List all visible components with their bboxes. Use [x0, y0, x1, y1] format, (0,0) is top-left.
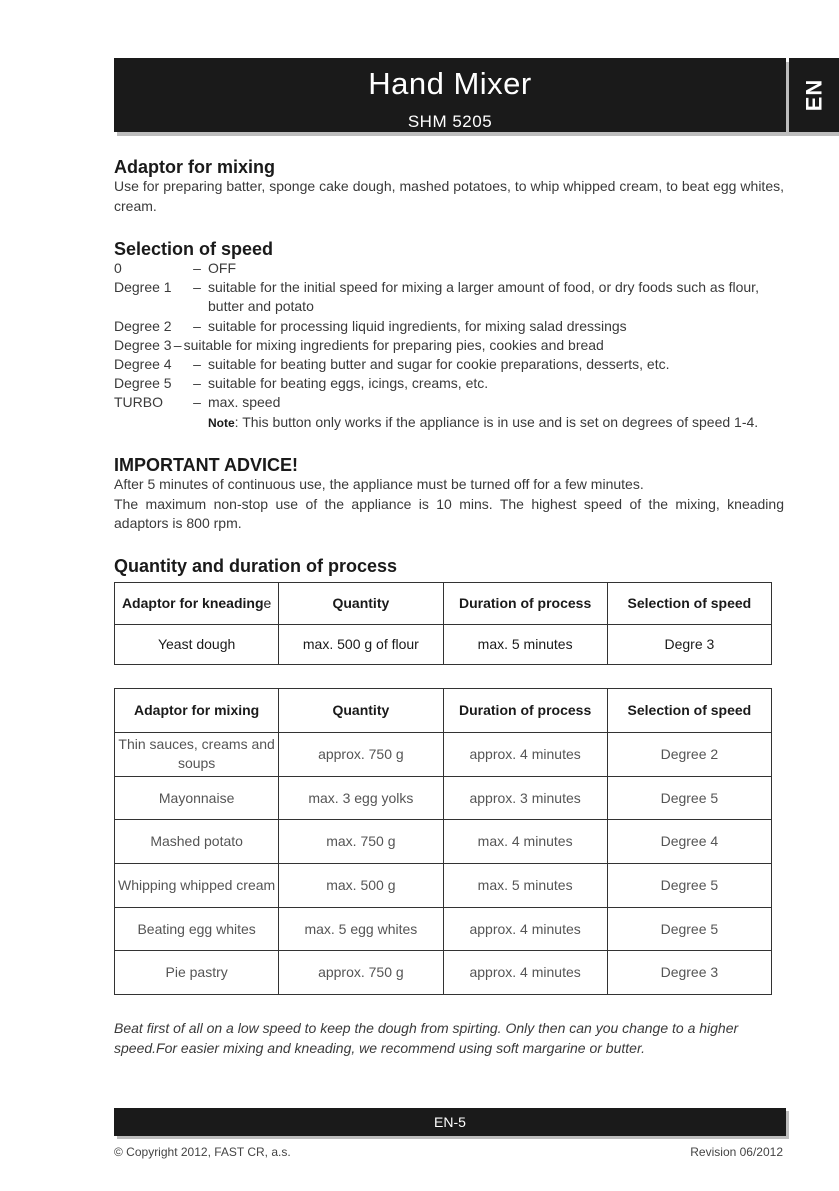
table-header-cell: Selection of speed: [607, 583, 771, 625]
revision: Revision 06/2012: [690, 1145, 783, 1159]
table-cell: Degree 5: [607, 907, 771, 951]
speed-dash: –: [193, 356, 201, 373]
table-cell: Degree 5: [607, 776, 771, 820]
speed-row: [114, 259, 784, 278]
speed-row: [114, 317, 784, 336]
table-cell: max. 500 g: [279, 864, 443, 908]
advice-section: [114, 455, 784, 534]
adaptor-mixing-section: [114, 157, 784, 216]
quantity-heading: Quantity and duration of process: [114, 556, 398, 576]
speed-desc: suitable for the initial speed for mixing a larger amount of food, or dry foods such as flour, butter and potato: [208, 279, 759, 315]
table-cell: Degree 3: [607, 951, 771, 995]
table-cell: Pie pastry: [115, 951, 279, 995]
speed-label: Degree 3: [114, 336, 172, 353]
table-row: [115, 907, 772, 951]
table-cell: Thin sauces, creams and soups: [115, 733, 279, 777]
page-title: Hand Mixer: [368, 66, 532, 101]
speed-desc: suitable for beating butter and sugar for cookie preparations, desserts, etc.: [208, 356, 670, 373]
table-header-cell: [115, 583, 279, 625]
speed-note: [208, 413, 784, 433]
table-cell: Beating egg whites: [115, 907, 279, 951]
speed-desc: suitable for beating eggs, icings, creams, etc.: [208, 375, 489, 392]
header-text-suffix: e: [263, 595, 272, 611]
table-cell: max. 3 egg yolks: [279, 776, 443, 820]
speed-desc: suitable for mixing ingredients for preparing pies, cookies and bread: [183, 336, 604, 353]
table-row: [115, 820, 772, 864]
header-text: Adaptor for kneading: [121, 595, 264, 611]
table-header-cell: Quantity: [279, 583, 443, 625]
table-header-row: [115, 689, 772, 733]
speed-desc: max. speed: [208, 394, 281, 411]
page-number: EN-5: [434, 1114, 466, 1130]
table-cell: max. 4 minutes: [443, 820, 607, 864]
adaptor-mixing-heading: Adaptor for mixing: [114, 157, 275, 177]
table-row: [115, 951, 772, 995]
table-row: [115, 776, 772, 820]
quantity-section: [114, 556, 784, 576]
speed-list: [114, 259, 784, 433]
table-cell: Degree 2: [607, 733, 771, 777]
speed-label: TURBO: [114, 394, 163, 411]
speed-label: Degree 5: [114, 375, 172, 392]
table-cell: Degree 4: [607, 820, 771, 864]
tip-section: [114, 1018, 784, 1058]
speed-section: [114, 239, 784, 433]
table-header-cell: Selection of speed: [607, 689, 771, 733]
table-cell: max. 5 egg whites: [279, 907, 443, 951]
table-cell: max. 500 g of flour: [279, 625, 443, 665]
copyright: © Copyright 2012, FAST CR, a.s.: [114, 1145, 291, 1159]
table-cell: Mashed potato: [115, 820, 279, 864]
table-cell: approx. 4 minutes: [443, 907, 607, 951]
table-cell: Degree 5: [607, 864, 771, 908]
speed-dash: –: [193, 394, 201, 411]
footer-bar: [114, 1108, 786, 1136]
advice-line-2: The maximum non-stop use of the appliance is 10 mins. The highest speed of the mixing, kneading adaptors is 800 rpm.: [114, 495, 784, 531]
speed-dash: –: [193, 279, 201, 296]
table-header-cell: Quantity: [279, 689, 443, 733]
table-cell: Mayonnaise: [115, 776, 279, 820]
table-header-cell: Duration of process: [443, 689, 607, 733]
adaptor-mixing-text: Use for preparing batter, sponge cake dough, mashed potatoes, to whip whipped cream, to beat egg whites, cream.: [114, 178, 784, 214]
note-label: Note: [208, 415, 235, 430]
speed-label: Degree 4: [114, 356, 172, 373]
table-header-row: [115, 583, 772, 625]
speed-label: 0: [114, 260, 122, 276]
table-row: [115, 625, 772, 665]
speed-desc: OFF: [208, 260, 236, 276]
mixing-table: [114, 688, 772, 995]
speed-dash: –: [193, 260, 201, 276]
speed-dash: –: [193, 375, 201, 392]
speed-label: Degree 2: [114, 317, 172, 334]
speed-dash: –: [173, 336, 182, 353]
speed-desc: suitable for processing liquid ingredients, for mixing salad dressings: [208, 317, 627, 334]
speed-row: [114, 336, 784, 355]
language-tab: [789, 58, 839, 132]
table-header-cell: Adaptor for mixing: [115, 689, 279, 733]
table-row: [115, 733, 772, 777]
tip-text: Beat first of all on a low speed to keep the dough from spirting. Only then can you change to a higher speed.For easier mixing and kneading, we recommend using soft margarine or butter.: [114, 1020, 739, 1056]
table-cell: approx. 3 minutes: [443, 776, 607, 820]
note-text: : This button only works if the appliance is in use and is set on degrees of speed 1-4.: [234, 413, 759, 430]
table-cell: Yeast dough: [115, 625, 279, 665]
table-cell: max. 5 minutes: [443, 864, 607, 908]
header-bar: [114, 58, 786, 132]
kneading-table: [114, 582, 772, 665]
speed-row: [114, 374, 784, 393]
table-row: [115, 864, 772, 908]
table-cell: max. 750 g: [279, 820, 443, 864]
model-number: SHM 5205: [407, 112, 493, 131]
table-cell: max. 5 minutes: [443, 625, 607, 665]
advice-line-1: After 5 minutes of continuous use, the appliance must be turned off for a few minutes.: [114, 476, 644, 492]
speed-dash: –: [193, 317, 201, 334]
speed-label: Degree 1: [114, 279, 172, 296]
speed-row: [114, 278, 784, 316]
table-cell: Degre 3: [607, 625, 771, 665]
language-label: EN: [801, 78, 826, 112]
table-cell: approx. 4 minutes: [443, 733, 607, 777]
table-cell: Whipping whipped cream: [115, 864, 279, 908]
table-header-cell: Duration of process: [443, 583, 607, 625]
advice-heading: IMPORTANT ADVICE!: [114, 455, 298, 475]
table-cell: approx. 4 minutes: [443, 951, 607, 995]
table-cell: approx. 750 g: [279, 951, 443, 995]
speed-heading: Selection of speed: [114, 239, 274, 259]
speed-row: [114, 393, 784, 412]
speed-row: [114, 355, 784, 374]
table-cell: approx. 750 g: [279, 733, 443, 777]
